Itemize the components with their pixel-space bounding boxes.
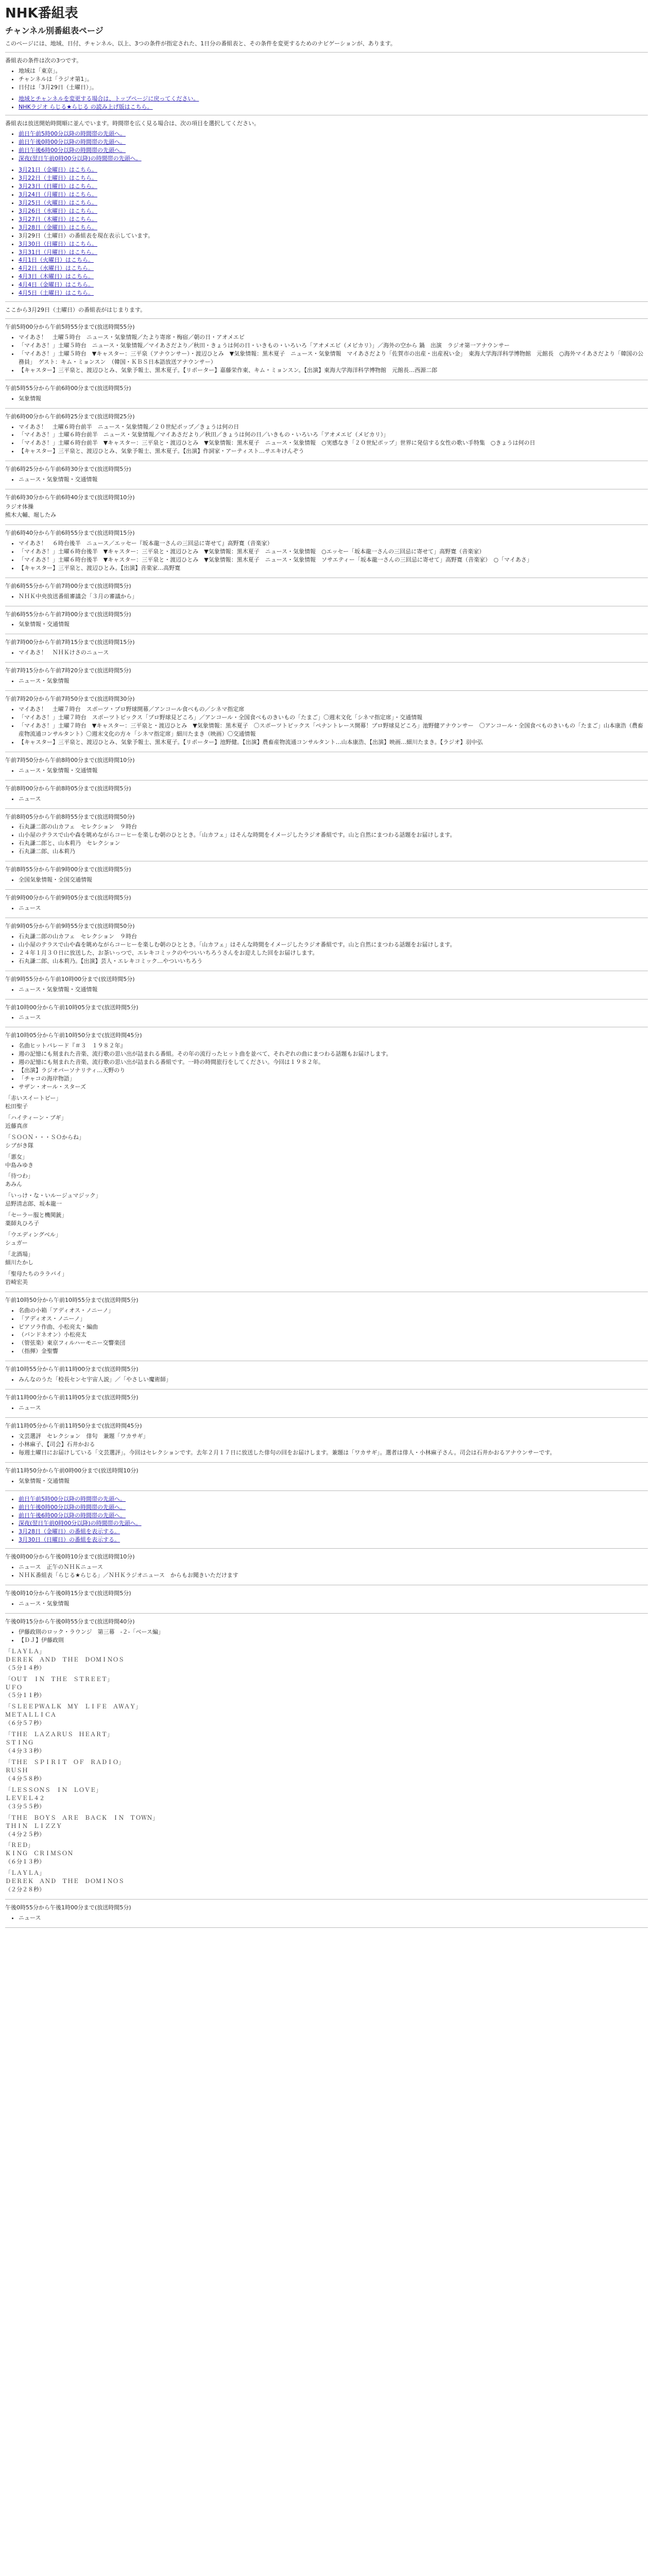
program-block (5, 1422, 648, 1457)
program-time: 午前6時25分から午前6時30分まで(放送時間5分) (5, 466, 131, 473)
song-title: 「ウエディングベル」 (5, 1231, 61, 1239)
program-time: 午後0時15分から午後0時55分まで(放送時間40分) (5, 1618, 135, 1625)
program-details (5, 1628, 648, 1645)
program-detail: • ニュース・気象情報 (19, 1600, 648, 1608)
program-detail: • ２４年１月３０日に放送した、お茶いっつで、エレキコミックのやついいちろうさんをお迎えした回をお届けします。 (19, 949, 648, 957)
program-block (5, 1296, 648, 1356)
program-list-afternoon (5, 1553, 648, 1928)
condition-links (5, 95, 648, 111)
program-detail: • （管弦楽）東京フィルハーモニー交響楽団 (19, 1339, 648, 1347)
program-detail: • 文芸選評 セレクション 俳句 兼題「ワカサギ」 (19, 1432, 648, 1440)
nav-link[interactable]: 深夜(翌日午前0時00分以降)の時間帯の先頭へ。 (19, 1520, 142, 1527)
song-artist: 松田聖子 (5, 1103, 28, 1110)
conditions-list (5, 67, 648, 92)
program-detail: • 週の記憶にも刻まれた音楽、流行歌の思い出が詰まれる番組です。一時の時間旅行をしてください。今回は１９８２年。 (19, 1058, 648, 1066)
program-detail: • 石丸謙二郎と、山本莉乃 セレクション (19, 839, 648, 848)
program-time: 午前7時50分から午前8時00分まで(放送時間10分) (5, 756, 135, 764)
program-time: 午前6時00分から午前6時25分まで(放送時間25分) (5, 413, 135, 420)
song-artist: 岩崎宏美 (5, 1278, 28, 1285)
program-block (5, 667, 648, 685)
program-detail: • ニュース (19, 904, 648, 912)
song-artist: 中島みゆき (5, 1161, 33, 1168)
program-detail: • 「マイあさ！」土曜６時台後半 ▼キャスター：三平泉と・渡辺ひとみ ▼気象情報：黒木夏子 ニュース・気象情報 ○エッセー「坂本龍一さんの三回忌に寄せて」高野寛（音楽家） (19, 548, 648, 556)
program-detail: • ニュース (19, 1013, 648, 1022)
program-detail: • 伊藤政則のロック・ラウンジ 第三幕 -２-「ベース編」 (19, 1628, 648, 1636)
program-detail: • サザン・オール・スターズ (19, 1083, 648, 1091)
program-time: 午前9時05分から午前9時55分まで(放送時間50分) (5, 922, 135, 929)
program-time: 午前11時50分から午前0時00分まで(放送時間10分) (5, 1467, 139, 1474)
song-entry (5, 1133, 648, 1150)
program-block (5, 1467, 648, 1485)
divider (5, 690, 648, 691)
program-details (5, 592, 648, 601)
program-detail: • 【キャスター】三平泉と、渡辺ひとみ。【出演】音楽家…高野寛 (19, 564, 648, 572)
program-block (5, 756, 648, 775)
program-time: 午後0時55分から午後1時00分まで(放送時間5分) (5, 1904, 131, 1911)
program-detail: • ニュース 正午のＮＨＫニュース (19, 1563, 648, 1571)
program-time: 午前9時00分から午前9時05分まで(放送時間5分) (5, 894, 131, 902)
song-artist: ＳＴＩＮＧ (5, 1739, 33, 1747)
divider (5, 889, 648, 890)
program-time: 午前6時30分から午前6時40分まで(放送時間10分) (5, 494, 135, 501)
program-details (5, 823, 648, 856)
song-duration: （２分２８秒） (5, 1886, 45, 1893)
nav-link[interactable]: 3月21日（金曜日）はこちら。 (19, 166, 97, 174)
song-entry (5, 1648, 648, 1672)
program-time: 午前8時05分から午前8時55分まで(放送時間50分) (5, 813, 135, 820)
program-time: 午前10時05分から午前10時50分まで(放送時間45分) (5, 1032, 142, 1039)
song-duration: （５分１１秒） (5, 1692, 45, 1699)
nav-link[interactable]: 3月30日（日曜日）はこちら。 (19, 240, 97, 247)
program-time: 午前10時00分から午前10時05分まで(放送時間5分) (5, 1004, 139, 1011)
song-entry (5, 1731, 648, 1755)
song-entry (5, 1211, 648, 1228)
program-block (5, 323, 648, 375)
program-details (5, 476, 648, 484)
song-artist: ＫＩＮＧ ＣＲＩＭＳＯＮ (5, 1850, 73, 1857)
program-time: 午後0時10分から午後0時15分まで(放送時間5分) (5, 1590, 131, 1597)
song-artist: ＭＥＴＡＬＬＩＣＡ (5, 1711, 56, 1719)
song-duration: （６分１３秒） (5, 1858, 45, 1866)
song-title: 「聖母たちのララバイ」 (5, 1270, 67, 1277)
program-time: 午前5時00分から午前5時55分まで(放送時間55分) (5, 324, 135, 331)
program-detail: • ピアソラ作曲、小松亮太・編曲 (19, 1323, 648, 1331)
program-block (5, 582, 648, 601)
program-block (5, 695, 648, 747)
program-text: 熊木大輔、堀したみ (5, 512, 56, 518)
program-details (5, 1042, 648, 1091)
program-detail: • ニュース・気象情報・交通情報 (19, 476, 648, 484)
divider (5, 318, 648, 319)
condition-region: • 地域は「東京」。 (19, 67, 648, 75)
condition-channel: • チャンネルは「ラジオ第1」。 (19, 75, 648, 83)
program-detail: • 【出演】ラジオパーソナリティ…天野のり (19, 1066, 648, 1075)
schedule-start-text: ここから3月29日（土曜日）の番組表がはじまります。 (5, 307, 146, 314)
song-title: 「ＴＨＥ ＢＯＹＳ ＡＲＥ ＢＡＣＫ ＩＮ ＴＯＷＮ」 (5, 1814, 158, 1821)
page-subtitle: チャンネル別番組表ページ (5, 25, 104, 36)
song-artist: ＤＥＲＥＫ ＡＮＤ ＴＨＥ ＤＯＭＩＮＯＳ (5, 1656, 124, 1663)
program-details (5, 904, 648, 912)
program-details (5, 705, 648, 747)
program-detail: • 【キャスター】三平泉と、渡辺ひとみ、気象予報士、黒木夏子。【リポーター】池野健。【出演】農畜産物流通コンサルタント…山本康浩、【出演】映画…細川たまき。【ラジオ】羽中弘 (19, 738, 648, 747)
song-artist: あみん (5, 1181, 22, 1188)
song-duration: （４分３３秒） (5, 1748, 45, 1755)
program-block (5, 529, 648, 572)
program-block (5, 813, 648, 856)
nav-link[interactable]: 3月26日（水曜日）はこちら。 (19, 207, 97, 214)
program-detail: • 【キャスター】三平泉と、渡辺ひとみ、気象予報士、黒木夏子。【リポーター】嘉藤栄作東、キム・ミョンスン。【出演】東海大学海洋科学博物館 元館長…西源二郎 (19, 366, 648, 375)
divider (5, 780, 648, 781)
conditions-heading: 番組表の条件は次の3つです。 (5, 57, 82, 64)
nav-link[interactable]: 前日午後6時00分以降の時間帯の先頭へ。 (19, 1512, 126, 1519)
song-entry (5, 1153, 648, 1170)
song-artist: ＵＦＯ (5, 1684, 22, 1691)
song-title: 「いっけ・な・いルージュマジック」 (5, 1192, 101, 1199)
program-detail: • 「チャコの海岸物語」 (19, 1075, 648, 1083)
nav-link[interactable]: 3月28日（金曜日）はこちら。 (19, 224, 97, 231)
program-detail: • ニュース (19, 1404, 648, 1412)
program-detail: • （バンドネオン）小松亮太 (19, 1331, 648, 1339)
song-title: 「ＳＯＯＮ・・・ＳＯからね」 (5, 1133, 84, 1141)
program-detail: • みんなのうた「校長センセ宇宙人説」／「やさしい魔術師」 (19, 1376, 648, 1384)
current-date: 3月29日（土曜日）の番組表を現在表示しています。 (19, 232, 154, 239)
program-block (5, 494, 648, 519)
program-details (5, 677, 648, 685)
program-detail: • 石丸謙二郎の山カフェ セレクション ９時台 (19, 933, 648, 941)
song-artist: 忌野清志郎、坂本龍一 (5, 1200, 62, 1208)
program-details (5, 933, 648, 965)
program-text: ラジオ体操 (5, 503, 33, 511)
program-block (5, 1904, 648, 1922)
program-detail: • 石丸謙二郎、山本莉乃 (19, 848, 648, 856)
program-detail: • 「アディオス・ノニーノ」 (19, 1315, 648, 1323)
program-details (5, 1307, 648, 1356)
program-detail: • 「マイあさ！」土曜５時台 ニュース・気象情報／マイあさだより／秋田・きょうは何の日・いきもの・いろいろ「アオメエビ（メビカリ）」／海外の空から 鍋 出演 ラジオ第一アナウンサー (19, 342, 648, 350)
song-title: 「ＴＨＥ ＳＰＩＲＩＴ ＯＦ ＲＡＤＩＯ」 (5, 1759, 124, 1766)
divider (5, 808, 648, 809)
nav-link[interactable]: 3月30日（日曜日）の番組を表示する。 (19, 1536, 120, 1544)
nav-link[interactable]: 4月2日（水曜日）はこちら。 (19, 265, 94, 272)
program-detail: • ＮＨＫ中央放送番組審議会「３月の審議から」 (19, 592, 648, 601)
program-detail: • 「マイあさ！」土曜７時台 ▼キャスター：三平泉と・渡辺ひとみ ▼気象情報：黒木夏子 〇スポーツトピックス「ペナントレース開幕！プロ野球見どころ」池野健アナウンサー 〇アンコール・全国食べものきいもの「たまご」山本康浩（農畜産物流通コンサルタント）〇週末文化の方々「シネマ指定席」細川たまき（映画）〇交通情報 (19, 722, 648, 738)
program-detail: • 「マイあさ！」土曜５時台 ▼キャスター：三平泉（アナウンサー）・渡辺ひとみ ▼気象情報：黒木夏子 ニュース・気象情報 マイあさだより「佐賀市の出産・出産祝い金」 東海大学海洋科学博物館 元館長 ○海外マイあさだより「韓国の公務員」 ゲスト：キム・ミョンスン （韓国・ＫＢＳ日本語放送アナウンサー） (19, 350, 648, 366)
program-detail: • 全国気象情報・全国交通情報 (19, 876, 648, 884)
nav-link[interactable]: 3月31日（月曜日）はこちら。 (19, 248, 97, 256)
program-time: 午前6時55分から午前7時00分まで(放送時間5分) (5, 611, 131, 618)
program-detail: • ニュース (19, 1914, 648, 1922)
program-details (5, 649, 648, 657)
song-entry (5, 1192, 648, 1208)
program-time: 午前11時00分から午前11時05分まで(放送時間5分) (5, 1394, 139, 1401)
program-detail: • マイあさ！ ＮＨＫけさのニュース (19, 649, 648, 657)
program-details (5, 1013, 648, 1022)
radiru-link[interactable]: NHKラジオ らじる★らじる の読み上げ版はこちら。 (19, 103, 153, 110)
nav-link[interactable]: 3月23日（日曜日）はこちら。 (19, 183, 97, 190)
program-block (5, 1589, 648, 1608)
program-list (5, 323, 648, 1491)
program-detail: • マイあさ！ 土曜５時台 ニュース・気象情報／たより寄席・梅宿／朝の日・アオメエビ (19, 333, 648, 342)
time-jump-links (5, 130, 648, 163)
nav-link[interactable]: 深夜(翌日午前0時00分以降)の時間帯の先頭へ。 (19, 155, 142, 162)
program-details (5, 1914, 648, 1922)
song-artist: ＴＨＩＮ ＬＩＺＺＹ (5, 1822, 62, 1829)
program-detail: • 名曲の小箱「アディオス・ノニーノ」 (19, 1307, 648, 1315)
song-entry (5, 1869, 648, 1894)
program-detail: • 気象情報 (19, 395, 648, 403)
program-time: 午前10時55分から午前11時00分まで(放送時間5分) (5, 1366, 139, 1373)
page-title: NHK番組表 (5, 6, 78, 21)
divider (5, 1490, 648, 1491)
program-time: 午前9時55分から午前10時00分まで(放送時間5分) (5, 975, 135, 982)
program-details (5, 1477, 648, 1485)
program-block (5, 1394, 648, 1412)
nav-link[interactable]: 前日午前5時00分以降の時間帯の先頭へ。 (19, 1495, 126, 1502)
song-title: 「ＬＥＳＳＯＮＳ ＩＮ ＬＯＶＥ」 (5, 1786, 101, 1793)
program-details (5, 333, 648, 375)
date-nav-heading: 番組表は放送開始時間順に並んでいます。時間帯を広く見る場合は、次の項目を選択してください。 (5, 120, 260, 127)
song-artist: ＲＵＳＨ (5, 1767, 28, 1774)
nav-link[interactable]: 前日午後0時00分以降の時間帯の先頭へ。 (19, 139, 126, 146)
program-detail: • マイあさ！ 土曜６時台前半 ニュース・気象情報／２０世紀ポップ／きょうは何の日 (19, 423, 648, 431)
divider (5, 524, 648, 525)
song-duration: （５分１４秒） (5, 1664, 45, 1671)
program-time: 午前7時15分から午前7時20分まで(放送時間5分) (5, 667, 131, 674)
program-detail: • ニュース (19, 795, 648, 803)
program-block (5, 894, 648, 912)
program-details (5, 876, 648, 884)
nav-link[interactable]: 前日午前5時00分以降の時間帯の先頭へ。 (19, 130, 126, 138)
song-title: 「ＴＨＥ ＬＡＺＡＲＵＳ ＨＥＡＲＴ」 (5, 1731, 113, 1738)
song-title: 「ＳＬＥＥＰＷＡＬＫ ＭＹ ＬＩＦＥ ＡＷＡＹ」 (5, 1703, 141, 1710)
program-details (5, 1432, 648, 1457)
divider (5, 662, 648, 663)
song-entry (5, 1814, 648, 1839)
program-time: 午前10時50分から午前10時55分まで(放送時間5分) (5, 1296, 139, 1303)
song-entry (5, 1841, 648, 1866)
song-entry (5, 1675, 648, 1700)
program-detail: • 「マイあさ！」土曜６時台前半 ▼キャスター：三平泉と・渡辺ひとみ ▼気象情報：黒木夏子 ニュース・気象情報 ○実感なき「２０世紀ポップ」世界に発信する女性の歌い手特集 ○きょうは何の日 (19, 439, 648, 447)
program-detail: • ＮＨＫ番組表「らじる★らじる」／ＮＨＫラジオニュース からもお聞きいただけます (19, 1571, 648, 1580)
song-title: 「セーラー服と機関銃」 (5, 1212, 67, 1219)
top-page-link[interactable]: 地域とチャンネルを変更する場合は、トップページに戻ってください。 (19, 95, 199, 102)
program-time: 午前7時00分から午前7時15分まで(放送時間15分) (5, 639, 135, 646)
program-block (5, 638, 648, 657)
program-block (5, 785, 648, 803)
song-title: 「ＯＵＴ ＩＮ ＴＨＥ ＳＴＲＥＥＴ」 (5, 1675, 113, 1683)
song-entry (5, 1094, 648, 1111)
program-detail: • 週の記憶にも刻まれた音楽、流行歌の思い出が詰まれる番組。その年の流行ったヒット曲を並べて、それぞれの曲にまつわる話題もお届けします。 (19, 1050, 648, 1058)
nav-link[interactable]: 前日午後6時00分以降の時間帯の先頭へ。 (19, 147, 126, 154)
program-time: 午前6時40分から午前6時55分まで(放送時間15分) (5, 529, 135, 536)
divider (5, 1462, 648, 1463)
program-detail: • 小林麻子、【司会】石井かおる (19, 1440, 648, 1449)
song-artist: シブがき隊 (5, 1142, 33, 1149)
program-block (5, 1031, 648, 1286)
program-detail: • 毎週土曜日にお届けしている「文芸選評」。今回はセレクションです。去年２月１７日に放送した俳句の回をお届けします。兼題は「ワカサギ」。選者は俳人・小林麻子さん。司会は石井かおるアナウンサーです。 (19, 1449, 648, 1457)
program-time: 午前7時20分から午前7時50分まで(放送時間30分) (5, 696, 135, 703)
song-entry (5, 1231, 648, 1247)
program-detail: • マイあさ！ ６時台後半 ニュース／エッセー『坂本龍一さんの三回忌に寄せて』高野寛（音楽家） (19, 539, 648, 548)
program-block (5, 611, 648, 629)
nav-link[interactable]: 4月5日（土曜日）はこちら。 (19, 290, 94, 297)
song-title: 「ハイティーン・ブギ」 (5, 1114, 67, 1121)
program-time: 午前6時55分から午前7時00分まで(放送時間5分) (5, 582, 131, 589)
song-duration: （６分５７秒） (5, 1720, 45, 1727)
program-detail: • （指揮）金聖響 (19, 1347, 648, 1355)
program-detail: • 山小屋のテラスで山や森を眺めながらコーヒーを楽しむ朝のひととき。「山カフェ」はそんな時間をイメージしたラジオ番組です。山と自然にまつわる話題をお届けします。 (19, 831, 648, 839)
program-details (5, 620, 648, 629)
program-time: 午前8時00分から午前8時05分まで(放送時間5分) (5, 785, 131, 792)
song-title: 「待つわ」 (5, 1173, 33, 1180)
program-detail: • 石丸謙二郎、山本莉乃。【出演】芸人・エレキコミック…やついいちろう (19, 957, 648, 965)
program-details (5, 539, 648, 572)
program-detail: • 気象情報・交通情報 (19, 1477, 648, 1485)
program-block (5, 413, 648, 456)
divider (5, 52, 648, 53)
song-title: 「北酒場」 (5, 1250, 33, 1258)
song-entry (5, 1172, 648, 1189)
divider (5, 1613, 648, 1614)
program-detail: • 山小屋のテラスで山や森を眺めながらコーヒーを楽しむ朝のひととき。「山カフェ」はそんな時間をイメージしたラジオ番組です。山と自然にまつわる話題をお届けします。 (19, 941, 648, 949)
song-title: 「悪女」 (5, 1153, 28, 1160)
program-block (5, 1553, 648, 1580)
program-detail: • 名曲ヒットパレード『＃３ １９８２年』 (19, 1042, 648, 1050)
program-details (5, 767, 648, 775)
song-artist: 細川たかし (5, 1259, 33, 1266)
song-artist: 近藤真彦 (5, 1122, 28, 1129)
program-detail: • 気象情報・交通情報 (19, 620, 648, 629)
song-artist: ＤＥＲＥＫ ＡＮＤ ＴＨＥ ＤＯＭＩＮＯＳ (5, 1878, 124, 1885)
condition-date: • 日付は「3月29日（土曜日）」。 (19, 83, 648, 92)
song-artist: シュガー (5, 1240, 28, 1246)
nav-link[interactable]: 3月25日（火曜日）はこちら。 (19, 199, 97, 206)
song-duration: （３分５５秒） (5, 1803, 45, 1810)
divider (5, 1927, 648, 1928)
nav-link[interactable]: 前日午後0時00分以降の時間帯の先頭へ。 (19, 1503, 126, 1511)
divider (5, 301, 648, 302)
program-details (5, 1404, 648, 1412)
song-entry (5, 1786, 648, 1811)
program-details (5, 1600, 648, 1608)
song-title: 「赤いスイートピー」 (5, 1094, 62, 1101)
program-detail: • 石丸謙二郎の山カフェ セレクション ９時台 (19, 823, 648, 831)
divider (5, 1417, 648, 1418)
song-artist: ＬＥＶＥＬ４２ (5, 1794, 45, 1802)
nav-link[interactable]: 4月1日（火曜日）はこちら。 (19, 257, 94, 264)
program-details (5, 423, 648, 456)
program-details (5, 986, 648, 994)
song-entry (5, 1758, 648, 1783)
program-detail: • 【ＤＪ】伊藤政則 (19, 1636, 648, 1645)
program-details (5, 1563, 648, 1580)
program-detail: • ニュース・気象情報 (19, 677, 648, 685)
program-time: 午後0時00分から午後0時10分まで(放送時間10分) (5, 1553, 135, 1561)
program-time: 午前5時55分から午前6時00分まで(放送時間5分) (5, 384, 131, 392)
program-details (5, 1376, 648, 1384)
song-artist: 薬師丸ひろ子 (5, 1220, 39, 1227)
nav-link[interactable]: 3月28日（金曜日）の番組を表示する。 (19, 1528, 120, 1535)
song-entry (5, 1250, 648, 1267)
mid-nav-links (5, 1495, 648, 1545)
program-detail: • マイあさ！ 土曜７時台 スポーツ・プロ野球開幕／アンコール食べもの／シネマ指定席 (19, 705, 648, 714)
program-block (5, 384, 648, 403)
program-block (5, 1365, 648, 1384)
nav-link[interactable]: 4月3日（木曜日）はこちら。 (19, 273, 94, 280)
program-details (5, 795, 648, 803)
song-entry (5, 1114, 648, 1130)
program-block (5, 975, 648, 994)
nav-link[interactable]: 4月4日（金曜日）はこちら。 (19, 281, 94, 289)
divider (5, 408, 648, 409)
song-entry (5, 1703, 648, 1727)
program-detail: • ニュース・気象情報・交通情報 (19, 986, 648, 994)
program-detail: • ニュース・気象情報・交通情報 (19, 767, 648, 775)
divider (5, 1548, 648, 1549)
song-title: 「ＬＡＹＬＡ」 (5, 1648, 45, 1655)
divider (5, 1899, 648, 1900)
program-detail: • 「マイあさ！」土曜６時台前半 ニュース・気象情報／マイあさだより／秋田／きょうは何の日／いきもの・いろいろ「アオメエビ（メビカリ）」 (19, 431, 648, 439)
program-detail: • 【キャスター】三平泉と、渡辺ひとみ、気象予報士、黒木夏子。【出演】作詞家・アーティスト…サエキけんぞう (19, 447, 648, 455)
program-detail: • 「マイあさ！」土曜６時台後半 ▼キャスター：三平泉と・渡辺ひとみ ▼気象情報：黒木夏子 ニュース・気象情報 ソサエティー「坂本龍一さんの三回忌に寄せて」高野寛（音楽家） ○「マイあさ」 (19, 556, 648, 564)
program-time: 午前11時05分から午前11時50分まで(放送時間45分) (5, 1422, 142, 1429)
nav-link[interactable]: 3月24日（月曜日）はこちら。 (19, 191, 97, 198)
nav-link[interactable]: 3月27日（木曜日）はこちら。 (19, 215, 97, 223)
program-block (5, 465, 648, 484)
nav-link[interactable]: 3月22日（土曜日）はこちら。 (19, 175, 97, 182)
song-duration: （４分５８秒） (5, 1775, 45, 1782)
program-block (5, 1618, 648, 1894)
program-details (5, 395, 648, 403)
date-links (5, 166, 648, 297)
song-title: 「ＲＥＤ」 (5, 1842, 33, 1849)
program-block (5, 866, 648, 884)
song-entry (5, 1270, 648, 1286)
program-detail: • 「マイあさ！」土曜７時台 スポーツトピックス「プロ野球見どころ」／アンコール・全国食べものきいもの「たまご」〇週末文化「シネマ指定席」・交通情報 (19, 714, 648, 722)
program-block (5, 922, 648, 965)
program-block (5, 1004, 648, 1022)
program-time: 午前8時55分から午前9時00分まで(放送時間5分) (5, 866, 131, 873)
intro-text: このページには、地域、日付、チャンネル、以上、3つの条件が指定された、1日分の番組表と、その条件を変更するためのナビゲーションが、あります。 (5, 40, 396, 47)
song-duration: （４分２５秒） (5, 1831, 45, 1838)
song-title: 「ＬＡＹＬＡ」 (5, 1870, 45, 1877)
